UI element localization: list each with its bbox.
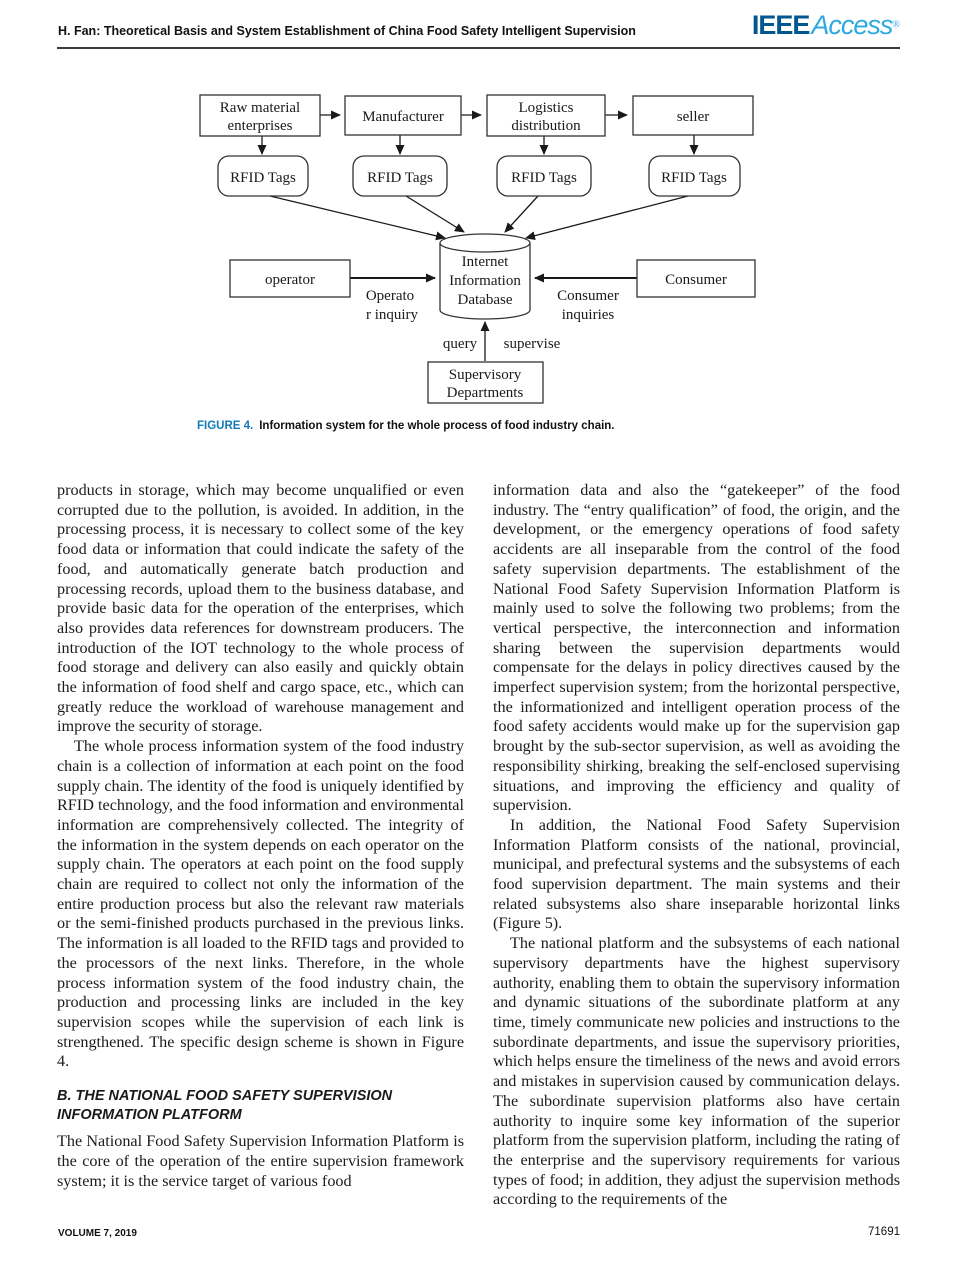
- section-b-heading: B. THE NATIONAL FOOD SAFETY SUPERVISION INFORMATION PLATFORM: [57, 1088, 393, 1124]
- right-paragraph-3: The national platform and the subsystems of each national supervisory departments have the highest supervisory authority, enabling them to obtain the supervisory information and dynamic situations of the subordinate platform at any time, timely communicate new policies and instructions to the subordinate departments, and issue the supervisory priorities, which helps ensure the timeliness of the news and avoid errors and mistakes in supervision caused by communication delays. The subordinate supervision platforms also have certain authority to inquire some key information of the superior platform from the supervision platform, including the rating of the enterprise and the supervisory requirements for various types of food; in addition, they adjust the supervision methods according to the requirements of the: [493, 934, 900, 1209]
- consumer-inquiries-label-line1: Consumer: [557, 288, 619, 304]
- footer-page-number: 71691: [868, 1226, 900, 1238]
- header-rule: [57, 47, 900, 49]
- database-label-line1: Internet: [461, 254, 509, 270]
- access-logo-text: Access: [811, 10, 893, 40]
- ieee-access-logo: [752, 10, 900, 41]
- operator-inquiry-label-line1: Operato: [365, 288, 415, 304]
- rfid4-label: RFID Tags: [661, 170, 727, 186]
- left-paragraph-1: products in storage, which may become unqualified or even corrupted due to the pollution, is avoided. In addition, in the processing process, it is necessary to collect some of the key food data or information that could indicate the safety of the food, and automatically generate batch production and processing records, upload them to the business database, and provide basic data for the operation of the enterprises, which also provides data references for downstream producers. The introduction of the IOT technology to the whole process of food storage and delivery can also easily and quickly obtain the information of food shelf and cargo space, etc., which can greatly reduce the workload of warehouse management and improve the security of storage.: [57, 481, 464, 736]
- article-body: [57, 481, 900, 1210]
- consumer-inquiries-label-line2: inquiries: [561, 307, 615, 323]
- footer-volume: VOLUME 7, 2019: [58, 1228, 137, 1239]
- manufacturer-label: Manufacturer: [362, 109, 444, 125]
- left-paragraph-3: The National Food Safety Supervision Information Platform is the core of the operation of the entire supervision framework system; it is the service target of various food: [57, 1132, 464, 1190]
- query-label: query: [442, 336, 478, 352]
- edge-rfid2-to-database: [406, 196, 464, 232]
- logistics-label-line1: Logistics: [518, 100, 574, 116]
- node-internet-information-database: [440, 234, 530, 319]
- node-supervisory-departments: [428, 362, 543, 403]
- node-rfid-tags-1: [218, 156, 308, 196]
- running-title: H. Fan: Theoretical Basis and System Establishment of China Food Safety Intelligent Supervision: [58, 24, 636, 38]
- figure4-caption-text: Information system for the whole process of food industry chain.: [259, 420, 615, 432]
- rfid3-label: RFID Tags: [511, 170, 577, 186]
- raw-material-label-line1: Raw material: [219, 100, 301, 116]
- right-column: [493, 481, 900, 1210]
- node-rfid-tags-2: [353, 156, 447, 196]
- node-operator: [230, 260, 350, 297]
- node-seller: [633, 96, 753, 135]
- supervise-label: supervise: [503, 336, 561, 352]
- database-label-line2: Information: [449, 273, 521, 289]
- node-raw-material-enterprises: [200, 95, 320, 136]
- node-manufacturer: [345, 96, 461, 135]
- left-paragraph-2: The whole process information system of the food industry chain is a collection of information at each point on the food supply chain. The identity of the food is uniquely identified by RFID technology, and the food information and environmental information are comprehensively collected. The integrity of the information in the system depends on each operator on the supply chain. The operators at each point on the food supply chain are required to collect not only the information of the entire production process but also the relevant raw materials or the semi-finished products purchased in the previous links. The information is all loaded to the RFID tags and provided to the processors of the next links. Therefore, in the whole process information system of the food industry chain, the production and processing links are included in the key supervision scopes while the supervision of each link is strengthened. The specific design scheme is shown in Figure 4.: [57, 737, 464, 1071]
- database-label-line3: Database: [457, 292, 513, 308]
- edge-rfid4-to-database: [526, 196, 688, 238]
- logistics-label-line2: distribution: [511, 118, 581, 134]
- right-paragraph-2: In addition, the National Food Safety Supervision Information Platform consists of the national, provincial, municipal, and prefectural systems and the subsystems of each food supervision department. The main systems and their related subsystems also share inseparable horizontal links (Figure 5).: [493, 815, 900, 933]
- right-paragraph-1: information data and also the “gatekeeper” of the food industry. The “entry qualification” of food, the origin, and the development, or the emergency operations of food safety accidents are all inseparable from the control of the food safety supervision departments. The establishment of the National Food Safety Supervision Information Platform is mainly used to solve the following two problems; from the vertical perspective, the interconnection and information sharing between the supervision departments would compensate for the delays in policy directives caused by the imperfect supervision system; from the horizontal perspective, the informationized and intelligent operation process of the food safety accidents would make up for the supervision gap brought by the sub-sector supervision, as well as avoiding the responsibility shirking, breaking the self-enclosed supervising situations, and improving the efficiency and quality of supervision.: [493, 481, 900, 815]
- consumer-label: Consumer: [665, 272, 727, 288]
- rfid2-label: RFID Tags: [367, 170, 433, 186]
- node-rfid-tags-4: [649, 156, 740, 196]
- edge-rfid1-to-database: [270, 196, 445, 238]
- node-consumer: [637, 260, 755, 297]
- figure4-caption: [197, 420, 817, 432]
- node-logistics-distribution: [487, 95, 605, 136]
- rfid1-label: RFID Tags: [230, 170, 296, 186]
- supervisory-label-line2: Departments: [446, 385, 524, 401]
- operator-inquiry-label-line2: r inquiry: [365, 307, 419, 323]
- edge-rfid3-to-database: [505, 196, 538, 232]
- left-column: [57, 481, 464, 1210]
- node-rfid-tags-3: [497, 156, 591, 196]
- figure4-diagram: [0, 88, 957, 413]
- ieee-logo-text: IEEE: [751, 10, 810, 40]
- trademark-mark: ®: [892, 19, 900, 31]
- figure4-caption-label: FIGURE 4.: [197, 420, 254, 432]
- operator-label: operator: [265, 272, 315, 288]
- supervisory-label-line1: Supervisory: [448, 367, 522, 383]
- raw-material-label-line2: enterprises: [227, 118, 293, 134]
- database-cylinder-top: [440, 234, 530, 252]
- seller-label: seller: [676, 109, 710, 125]
